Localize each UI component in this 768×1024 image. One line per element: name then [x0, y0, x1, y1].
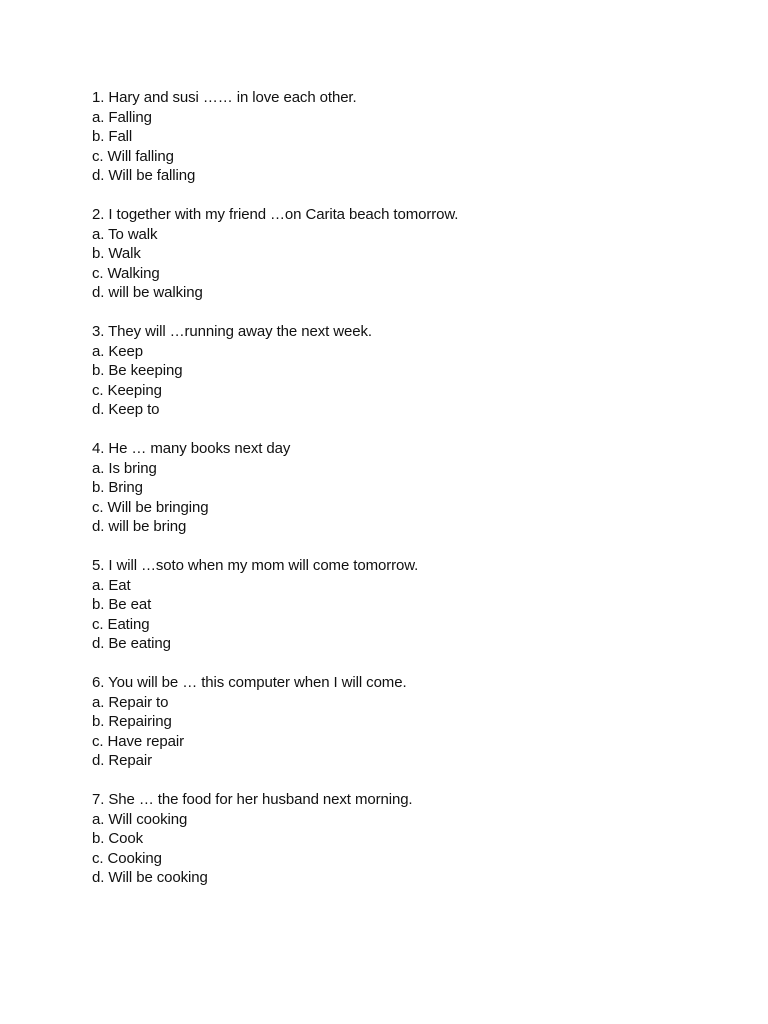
answer-option: a. Repair to [92, 693, 169, 711]
question-3 [92, 322, 732, 420]
question-stem: 2. I together with my friend …on Carita beach tomorrow. [92, 206, 459, 223]
answer-option: d. Repair [92, 752, 152, 769]
worksheet-page [92, 88, 732, 907]
answer-option: b. Cook [92, 830, 143, 847]
answer-option: a. Falling [92, 108, 152, 126]
answer-option: d. Will be falling [92, 167, 196, 184]
question-stem: 5. I will …soto when my mom will come tomorrow. [92, 557, 419, 574]
question-4 [92, 439, 732, 537]
question-5 [92, 556, 732, 654]
answer-option: c. Eating [92, 615, 150, 633]
answer-option: c. Will be bringing [92, 498, 209, 516]
answer-option: b. Bring [92, 479, 143, 496]
answer-option: c. Have repair [92, 732, 184, 750]
question-stem: 7. She … the food for her husband next morning. [92, 791, 413, 808]
question-2 [92, 205, 732, 303]
question-6 [92, 673, 732, 771]
answer-option: b. Be eat [92, 596, 152, 613]
answer-option: a. Is bring [92, 459, 157, 477]
answer-option: a. Eat [92, 576, 131, 594]
question-stem: 4. He … many books next day [92, 440, 291, 457]
answer-option: d. will be bring [92, 518, 187, 535]
answer-option: a. Keep [92, 342, 144, 360]
answer-option: b. Walk [92, 245, 141, 262]
answer-option: c. Walking [92, 264, 160, 282]
answer-option: b. Fall [92, 128, 133, 145]
question-stem: 3. They will …running away the next week. [92, 323, 372, 340]
question-stem: 6. You will be … this computer when I will come. [92, 674, 407, 691]
answer-option: c. Keeping [92, 381, 162, 399]
answer-option: d. Keep to [92, 401, 160, 418]
answer-option: b. Be keeping [92, 362, 183, 379]
answer-option: d. Be eating [92, 635, 171, 652]
question-stem: 1. Hary and susi …… in love each other. [92, 89, 357, 106]
answer-option: c. Will falling [92, 147, 174, 165]
answer-option: d. will be walking [92, 284, 203, 301]
answer-option: d. Will be cooking [92, 869, 208, 886]
answer-option: c. Cooking [92, 849, 162, 867]
question-7 [92, 790, 732, 888]
answer-option: a. To walk [92, 225, 158, 243]
answer-option: b. Repairing [92, 713, 172, 730]
answer-option: a. Will cooking [92, 810, 188, 828]
question-1 [92, 88, 732, 186]
